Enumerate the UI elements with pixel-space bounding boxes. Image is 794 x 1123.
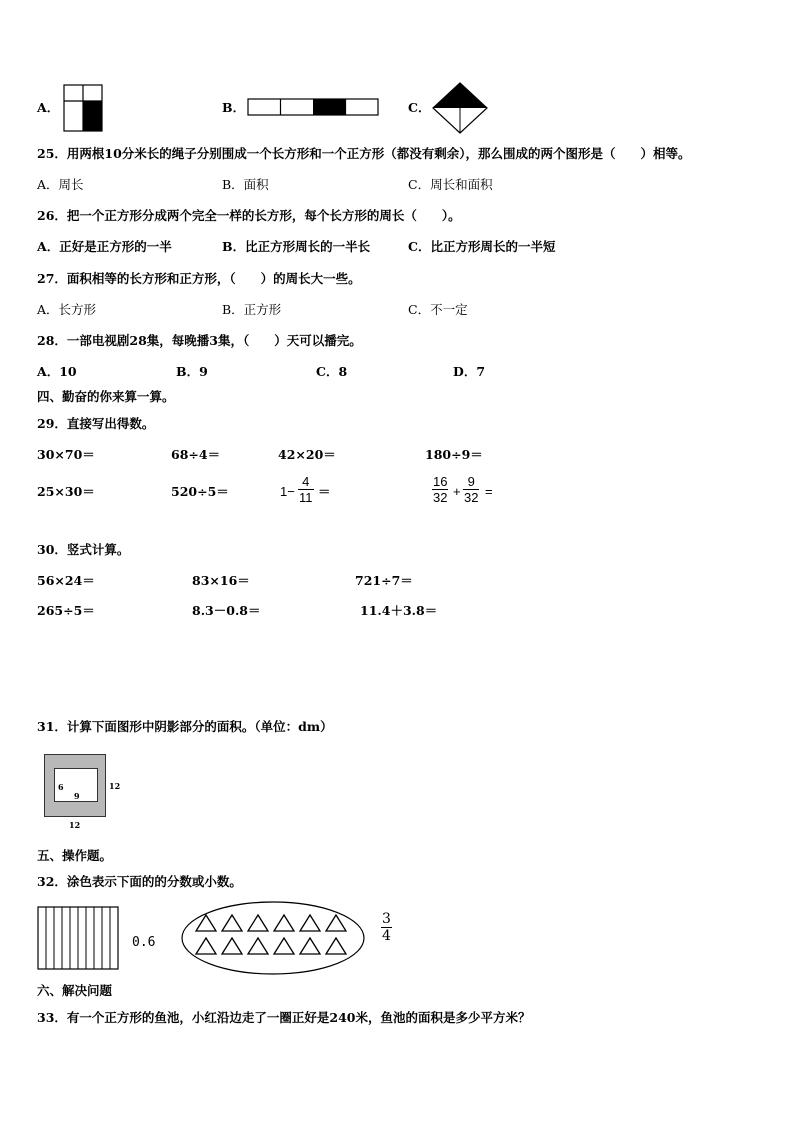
q31-outer-height-label: 12: [109, 781, 121, 791]
q29-expr-7-equals: ＝: [318, 484, 331, 499]
q25-option-c: C．周长和面积: [408, 177, 493, 192]
q29-expr-6: 520÷5＝: [171, 484, 229, 499]
fraction-denominator: 11: [299, 490, 313, 505]
q31-text: 31．计算下面图形中阴影部分的面积。（单位：dm）: [37, 719, 333, 734]
q29-expr-3: 42×20＝: [278, 447, 336, 462]
q24-option-a-label: A．: [37, 100, 60, 115]
q30-expr-6: 11.4＋3.8＝: [360, 603, 438, 618]
q29-expr-7-fraction: [298, 474, 314, 505]
q32-striped-rectangle: [37, 906, 119, 970]
q27-text: 27．面积相等的长方形和正方形，（ ）的周长大一些。: [37, 271, 361, 286]
fraction-numerator: 9: [467, 474, 475, 489]
q31-inner-height-label: 6: [58, 782, 64, 792]
q24-option-c-label: C．: [408, 100, 431, 115]
section-5-heading: 五、操作题。: [37, 848, 113, 863]
q24-figure-b: [247, 98, 379, 116]
q31-shaded-square: [44, 754, 106, 817]
section-4-heading: 四、勤奋的你来算一算。: [37, 389, 175, 404]
section-6-heading: 六、解决问题: [37, 983, 113, 998]
fraction-denominator: 32: [464, 490, 479, 505]
fraction-denominator: 4: [382, 928, 391, 944]
q31-inner-width-label: 9: [74, 791, 80, 801]
q29-expr-8-plus: +: [453, 484, 461, 499]
q27-option-a: A．长方形: [37, 302, 97, 317]
q25-option-b: B．面积: [222, 177, 269, 192]
q29-expr-8-equals: =: [485, 484, 493, 499]
q30-expr-2: 83×16＝: [192, 573, 250, 588]
q26-text: 26．把一个正方形分成两个完全一样的长方形，每个长方形的周长（ ）。: [37, 208, 461, 223]
fraction-denominator: 32: [433, 490, 448, 505]
q29-expr-8-fraction-2: [463, 474, 479, 505]
q32-text: 32．涂色表示下面的的分数或小数。: [37, 874, 242, 889]
q24-figure-a: [63, 84, 103, 132]
q28-option-c: C．8: [316, 364, 348, 379]
q28-text: 28．一部电视剧28集，每晚播3集，（ ）天可以播完。: [37, 333, 362, 348]
q25-option-a: A．周长: [37, 177, 84, 192]
q31-outer-width-label: 12: [69, 820, 81, 830]
fraction-numerator: 3: [382, 911, 391, 927]
q29-expr-8-fraction-1: [432, 474, 448, 505]
q30-expr-3: 721÷7＝: [355, 573, 413, 588]
q29-expr-1: 30×70＝: [37, 447, 95, 462]
q27-option-c: C．不一定: [408, 302, 468, 317]
q29-expr-2: 68÷4＝: [171, 447, 221, 462]
q28-option-d: D．7: [453, 364, 486, 379]
fraction-numerator: 16: [433, 474, 448, 489]
q32-fraction-label: [381, 911, 392, 944]
q24-figure-c: [432, 82, 488, 134]
q26-option-a: A．正好是正方形的一半: [37, 239, 172, 254]
q30-expr-4: 265÷5＝: [37, 603, 95, 618]
q32-triangle-oval: [180, 900, 366, 976]
q26-option-c: C．比正方形周长的一半短: [408, 239, 556, 254]
fraction-numerator: 4: [302, 474, 310, 489]
q30-expr-5: 8.3－0.8＝: [192, 603, 261, 618]
q25-text: 25．用两根10分米长的绳子分别围成一个长方形和一个正方形（都没有剩余），那么围成的两个图形是（ ）相等。: [37, 146, 691, 161]
q28-option-a: A．10: [37, 364, 77, 379]
q27-option-b: B．正方形: [222, 302, 282, 317]
q29-expr-5: 25×30＝: [37, 484, 95, 499]
q28-option-b: B．9: [176, 364, 208, 379]
q24-option-b-label: B．: [222, 100, 246, 115]
q33-text: 33．有一个正方形的鱼池，小红沿边走了一圈正好是240米，鱼池的面积是多少平方米？: [37, 1010, 531, 1025]
q26-option-b: B．比正方形周长的一半长: [222, 239, 371, 254]
q29-text: 29．直接写出得数。: [37, 416, 155, 431]
q29-expr-4: 180÷9＝: [425, 447, 483, 462]
q30-expr-1: 56×24＝: [37, 573, 95, 588]
q32-decimal-label: 0.6: [132, 935, 156, 950]
q30-text: 30．竖式计算。: [37, 542, 130, 557]
q29-expr-7-whole: 1−: [280, 484, 295, 499]
